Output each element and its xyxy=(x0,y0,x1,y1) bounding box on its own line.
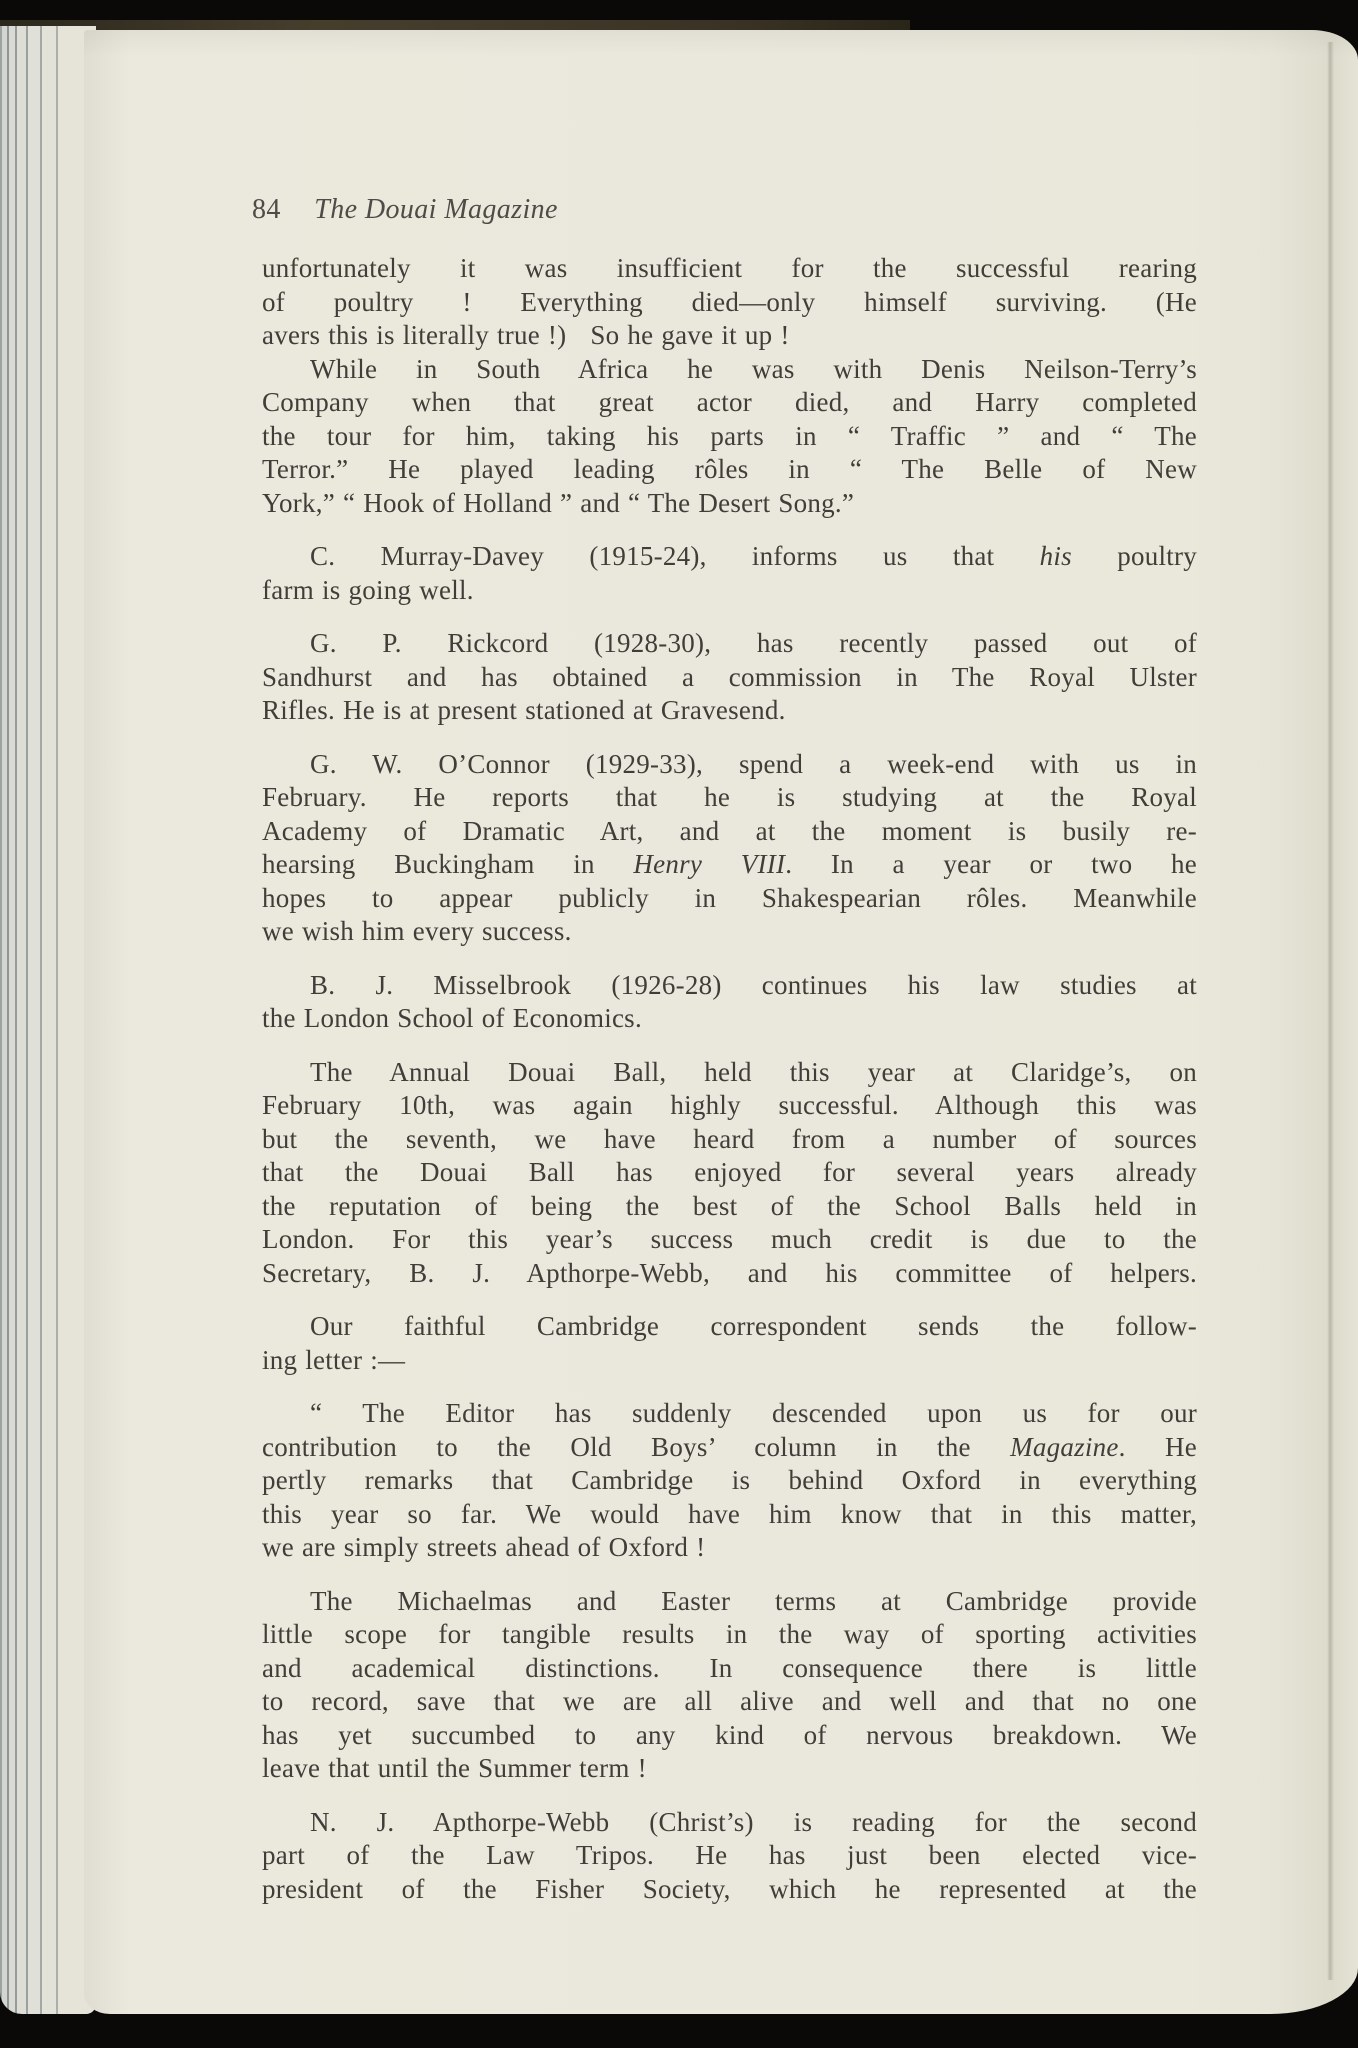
paragraph xyxy=(262,748,1197,949)
text-line: little scope for tangible results in the way of sporting activities xyxy=(262,1619,1197,1649)
text-line: the reputation of being the best of the School Balls held in xyxy=(262,1190,1197,1221)
text-line: B. J. Misselbrook (1926-28) continues his law studies at xyxy=(310,969,1197,1000)
text-line: While in South Africa he was with Denis Neilson-Terry’s xyxy=(310,353,1197,384)
text-line: “ The Editor has suddenly descended upon us for our xyxy=(310,1398,1197,1428)
text-line: pertly remarks that Cambridge is behind Oxford in everything xyxy=(262,1465,1197,1495)
text-line: The Michaelmas and Easter terms at Cambridge provide xyxy=(310,1585,1197,1616)
text-line: we are simply streets ahead of Oxford ! xyxy=(262,1532,706,1562)
text-line: ing letter :— xyxy=(262,1344,406,1375)
text-line: to record, save that we are all alive and well and that no one xyxy=(262,1686,1197,1716)
text-line: G. W. O’Connor (1929-33), spend a week-end with us in xyxy=(310,748,1197,779)
text-line: contribution to the Old Boys’ column in the Magazine. He xyxy=(262,1431,1198,1462)
text-line: avers this is literally true !) So he gave it up ! xyxy=(262,320,790,350)
text-line: Rifles. He is at present stationed at Gravesend. xyxy=(262,695,786,725)
text-line: leave that until the Summer term ! xyxy=(262,1753,647,1783)
text-line: unfortunately it was insufficient for the successful rearing xyxy=(262,253,1197,283)
text-line: G. P. Rickcord (1928-30), has recently passed out of xyxy=(310,628,1197,658)
paragraph xyxy=(262,1310,1197,1377)
paragraph xyxy=(262,1585,1197,1786)
text-line: hopes to appear publicly in Shakespearian rôles. Meanwhile xyxy=(262,882,1197,913)
paragraph xyxy=(262,1056,1197,1291)
text-line: The Annual Douai Ball, held this year at Claridge’s, on xyxy=(310,1056,1197,1087)
paragraph xyxy=(262,1397,1197,1565)
text-line: February. He reports that he is studying at the Royal xyxy=(262,782,1197,812)
text-line: Academy of Dramatic Art, and at the moment is busily re- xyxy=(262,815,1197,846)
paragraph xyxy=(262,252,1197,353)
text-line: hearsing Buckingham in Henry VIII. In a year or two he xyxy=(262,849,1197,879)
text-line: has yet succumbed to any kind of nervous breakdown. We xyxy=(262,1719,1197,1750)
text-line: but the seventh, we have heard from a number of sources xyxy=(262,1123,1197,1154)
page-number: 84 xyxy=(252,194,281,225)
paragraph xyxy=(262,353,1197,521)
paragraph xyxy=(262,969,1197,1036)
running-title: The Douai Magazine xyxy=(314,194,558,225)
text-line: London. For this year’s success much credit is due to the xyxy=(262,1224,1197,1254)
text-line: of poultry ! Everything died—only himself surviving. (He xyxy=(262,286,1197,317)
text-line: farm is going well. xyxy=(262,574,474,605)
text-line: N. J. Apthorpe-Webb (Christ’s) is reading for the second xyxy=(310,1806,1197,1837)
page-crease-line xyxy=(1327,42,1334,1980)
text-line: Our faithful Cambridge correspondent sends the follow- xyxy=(310,1311,1197,1341)
text-line: Company when that great actor died, and Harry completed xyxy=(262,387,1197,417)
text-line: and academical distinctions. In consequence there is little xyxy=(262,1652,1197,1683)
text-line: the tour for him, taking his parts in “ Traffic ” and “ The xyxy=(262,420,1197,451)
text-line: York,” “ Hook of Holland ” and “ The Desert Song.” xyxy=(262,487,855,518)
paragraph xyxy=(262,1806,1197,1907)
page-edges-stack xyxy=(0,26,96,2014)
text-line: president of the Fisher Society, which he represented at the xyxy=(262,1873,1197,1904)
text-line: we wish him every success. xyxy=(262,916,572,946)
text-line: Terror.” He played leading rôles in “ The Belle of New xyxy=(262,454,1197,484)
page-header xyxy=(252,194,558,226)
text-line: part of the Law Tripos. He has just been elected vice- xyxy=(262,1840,1197,1870)
paragraph xyxy=(262,627,1197,728)
text-line: Secretary, B. J. Apthorpe-Webb, and his committee of helpers. xyxy=(262,1257,1197,1288)
text-line: C. Murray-Davey (1915-24), informs us that his poultry xyxy=(310,541,1197,571)
text-line: that the Douai Ball has enjoyed for several years already xyxy=(262,1157,1197,1187)
text-line: the London School of Economics. xyxy=(262,1003,642,1033)
book-page xyxy=(84,30,1358,2014)
text-block xyxy=(262,252,1197,1906)
text-line: this year so far. We would have him know that in this matter, xyxy=(262,1498,1197,1529)
text-line: Sandhurst and has obtained a commission in The Royal Ulster xyxy=(262,661,1197,692)
text-line: February 10th, was again highly successful. Although this was xyxy=(262,1090,1197,1120)
paragraph xyxy=(262,540,1197,607)
